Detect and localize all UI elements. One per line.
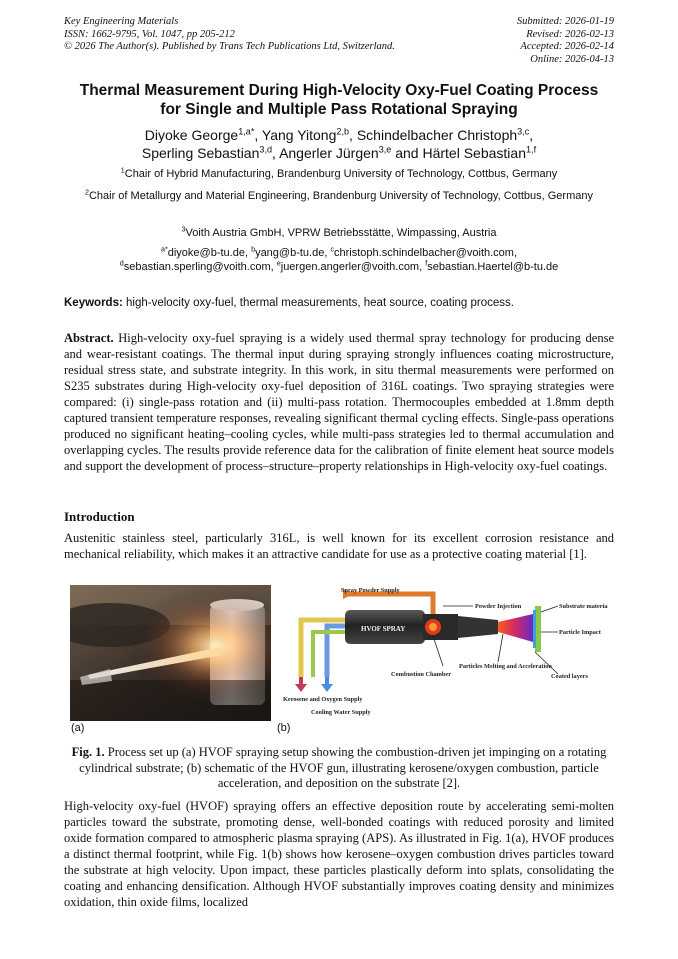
affiliation-text: Chair of Hybrid Manufacturing, Brandenburg University of Technology, Cottbus, Germany — [124, 168, 558, 180]
label-powder-injection: Powder Injection — [475, 603, 522, 610]
abstract-label: Abstract. — [64, 331, 114, 345]
section-heading-introduction: Introduction — [64, 509, 135, 524]
email-link[interactable]: sebastian.Haertel@b-tu.de — [427, 261, 559, 273]
email-link[interactable]: yang@b-tu.de — [255, 247, 325, 259]
online-date: Online: 2026-04-13 — [530, 53, 614, 65]
journal-header — [64, 16, 395, 54]
keywords — [64, 296, 514, 310]
author-sup: 1,a* — [238, 126, 255, 137]
affiliation-sup: 3 — [181, 225, 186, 234]
affiliation-2 — [60, 189, 618, 204]
author-name: Yang Yitong — [261, 127, 337, 143]
label-particle-impact: Particle Impact — [559, 629, 601, 636]
affiliation-1 — [60, 167, 618, 182]
affiliation-sup: 1 — [120, 166, 125, 175]
revised-date: Revised: 2026-02-13 — [526, 28, 614, 40]
figure-schematic-hvof-gun — [283, 584, 608, 724]
label-particles-melting: Particles Melting and Acceleration — [459, 663, 552, 670]
email-link[interactable]: diyoke@b-tu.de — [167, 247, 245, 259]
paper-title — [60, 81, 618, 119]
author-name: Angerler Jürgen — [279, 145, 379, 161]
affiliation-3 — [60, 226, 618, 241]
email-sup: e — [276, 259, 281, 268]
author-name: Schindelbacher Christoph — [356, 127, 518, 143]
keywords-text: high-velocity oxy-fuel, thermal measurements, heat source, coating process. — [126, 297, 514, 309]
issn: ISSN: 1662-9795, Vol. 1047, pp 205-212 — [64, 28, 235, 40]
caption-text: Process set up (a) HVOF spraying setup showing the combustion-driven jet impinging on a rotating cylindrical substrate; (b) schematic of the HVOF gun, illustrating kerosene/oxygen combustion, particle acceleration, and deposition on the substrate [2]. — [79, 745, 607, 790]
author-name: Härtel Sebastian — [422, 145, 526, 161]
figure-caption — [64, 745, 614, 792]
email-list: $^{a*}$diyoke@b-tu.de, $^b$yang@b-tu.de, $^c$christoph.schindelbacher@voith.com, $^d$sebastian.sperling@voith.com, $^e$juergen.angerler@voith.com, $^f$sebastian.Haertel@b-tu.de — [119, 245, 559, 273]
figure-label-a: (a) — [71, 722, 85, 734]
email-link[interactable]: christoph.schindelbacher@voith.com — [334, 247, 514, 259]
copyright: © 2026 The Author(s). Published by Trans Tech Publications Ltd, Switzerland. — [64, 41, 395, 52]
submitted-date: Submitted: 2026-01-19 — [516, 16, 614, 27]
author-sup: 1,f — [526, 144, 537, 155]
label-cooling-water: Cooling Water Supply — [311, 709, 371, 716]
figure-photo-hvof-setup — [70, 585, 271, 721]
label-substrate-material: Substrate material — [559, 603, 608, 610]
title-line-2: for Single and Multiple Pass Rotational Spraying — [160, 101, 518, 118]
author-name: Sperling Sebastian — [141, 145, 260, 161]
author-sup: 2,b — [336, 126, 350, 137]
dates-header — [517, 16, 614, 66]
author-name: Diyoke George — [144, 127, 239, 143]
author-sup: 3,d — [259, 144, 273, 155]
email-sup: a* — [160, 245, 168, 254]
label-hvof-spray: HVOF SPRAY — [361, 625, 406, 633]
label-coated-layers: Coated layers — [551, 673, 588, 680]
author-sup: 3,c — [517, 126, 530, 137]
caption-label: Fig. 1. — [71, 745, 105, 759]
figure-label-b: (b) — [277, 722, 291, 734]
keywords-label: Keywords: — [64, 297, 123, 309]
label-spray-powder-supply: Spray Powder Supply — [341, 587, 400, 594]
email-link[interactable]: juergen.angerler@voith.com — [280, 261, 420, 273]
title-line-1: Thermal Measurement During High-Velocity Oxy-Fuel Coating Process — [79, 82, 599, 99]
intro-paragraph-1: Austenitic stainless steel, particularly 316L, is well known for its excellent corrosion resistance and mechanical reliability, which makes it an attractive candidate for use as a protective coating material [1]. — [64, 531, 614, 561]
author-sup: 3,e — [378, 144, 392, 155]
label-kerosene-oxygen: Kerosene and Oxygen Supply — [283, 696, 363, 703]
email-link[interactable]: sebastian.sperling@voith.com — [123, 261, 271, 273]
affiliation-sup: 2 — [84, 188, 89, 197]
journal-name: Key Engineering Materials — [64, 16, 179, 27]
accepted-date: Accepted: 2026-02-14 — [520, 41, 614, 52]
email-sup: b — [251, 245, 256, 254]
intro-paragraph-2: High-velocity oxy-fuel (HVOF) spraying offers an effective deposition route by accelerating semi-molten particles toward the substrate, promoting dense, well-bonded coatings with reduced porosity and limited oxide formation compared to atmospheric plasma spraying (APS). As illustrated in Fig. 1(a), HVOF produces a distinct thermal footprint, while Fig. 1(b) shows how kerosene–oxygen combustion drives particles toward the substrate at high velocity. Upon impact, these particles plastically deform into splats, consolidating the coating and enhancing densification. Although HVOF substantially improves coating density and minimizes oxidation, thin oxide films, localized — [64, 799, 614, 909]
affiliation-text: Voith Austria GmbH, VPRW Betriebsstätte, Wimpassing, Austria — [185, 227, 497, 239]
email-sup: d — [119, 259, 124, 268]
label-combustion-chamber: Combustion Chamber — [391, 671, 452, 678]
email-sup: f — [425, 259, 428, 268]
abstract-text: High-velocity oxy-fuel spraying is a widely used thermal spray technology for producing dense and wear-resistant coatings. The thermal input during spraying strongly influences coating microstructure, residual stress state, and substrate integrity. In this work, in situ thermal measurements were performed on S235 substrates during High-velocity oxy-fuel deposition of 316L coatings. Two spraying strategies were compared: (i) single-pass rotation and (ii) multi-pass rotation. Thermocouples embedded at 1.8mm depth captured transient temperature responses, revealing significant thermal cycling effects. Single-pass operations produced no significant heating–cooling cycles, while multi-pass strategies led to thermal accumulation and overlapping cycles. The results provide reference data for the calibration of finite element heat source models and support the development of process–structure–property relationships in High-velocity oxy-fuel coatings. — [64, 331, 615, 473]
affiliation-text: Chair of Metallurgy and Material Engineering, Brandenburg University of Technology, Cottbus, Germany — [88, 190, 593, 202]
email-sup: c — [330, 245, 335, 254]
abstract — [64, 330, 614, 474]
author-list: Diyoke George$^{1,a*}$, Yang Yitong$^{2,b}$, Schindelbacher Christoph$^{3,c}$, Sperling Sebastian$^{3,d}$, Angerler Jürgen$^{3,e}$ and Härtel Sebastian$^{1,f}$ — [141, 126, 537, 161]
